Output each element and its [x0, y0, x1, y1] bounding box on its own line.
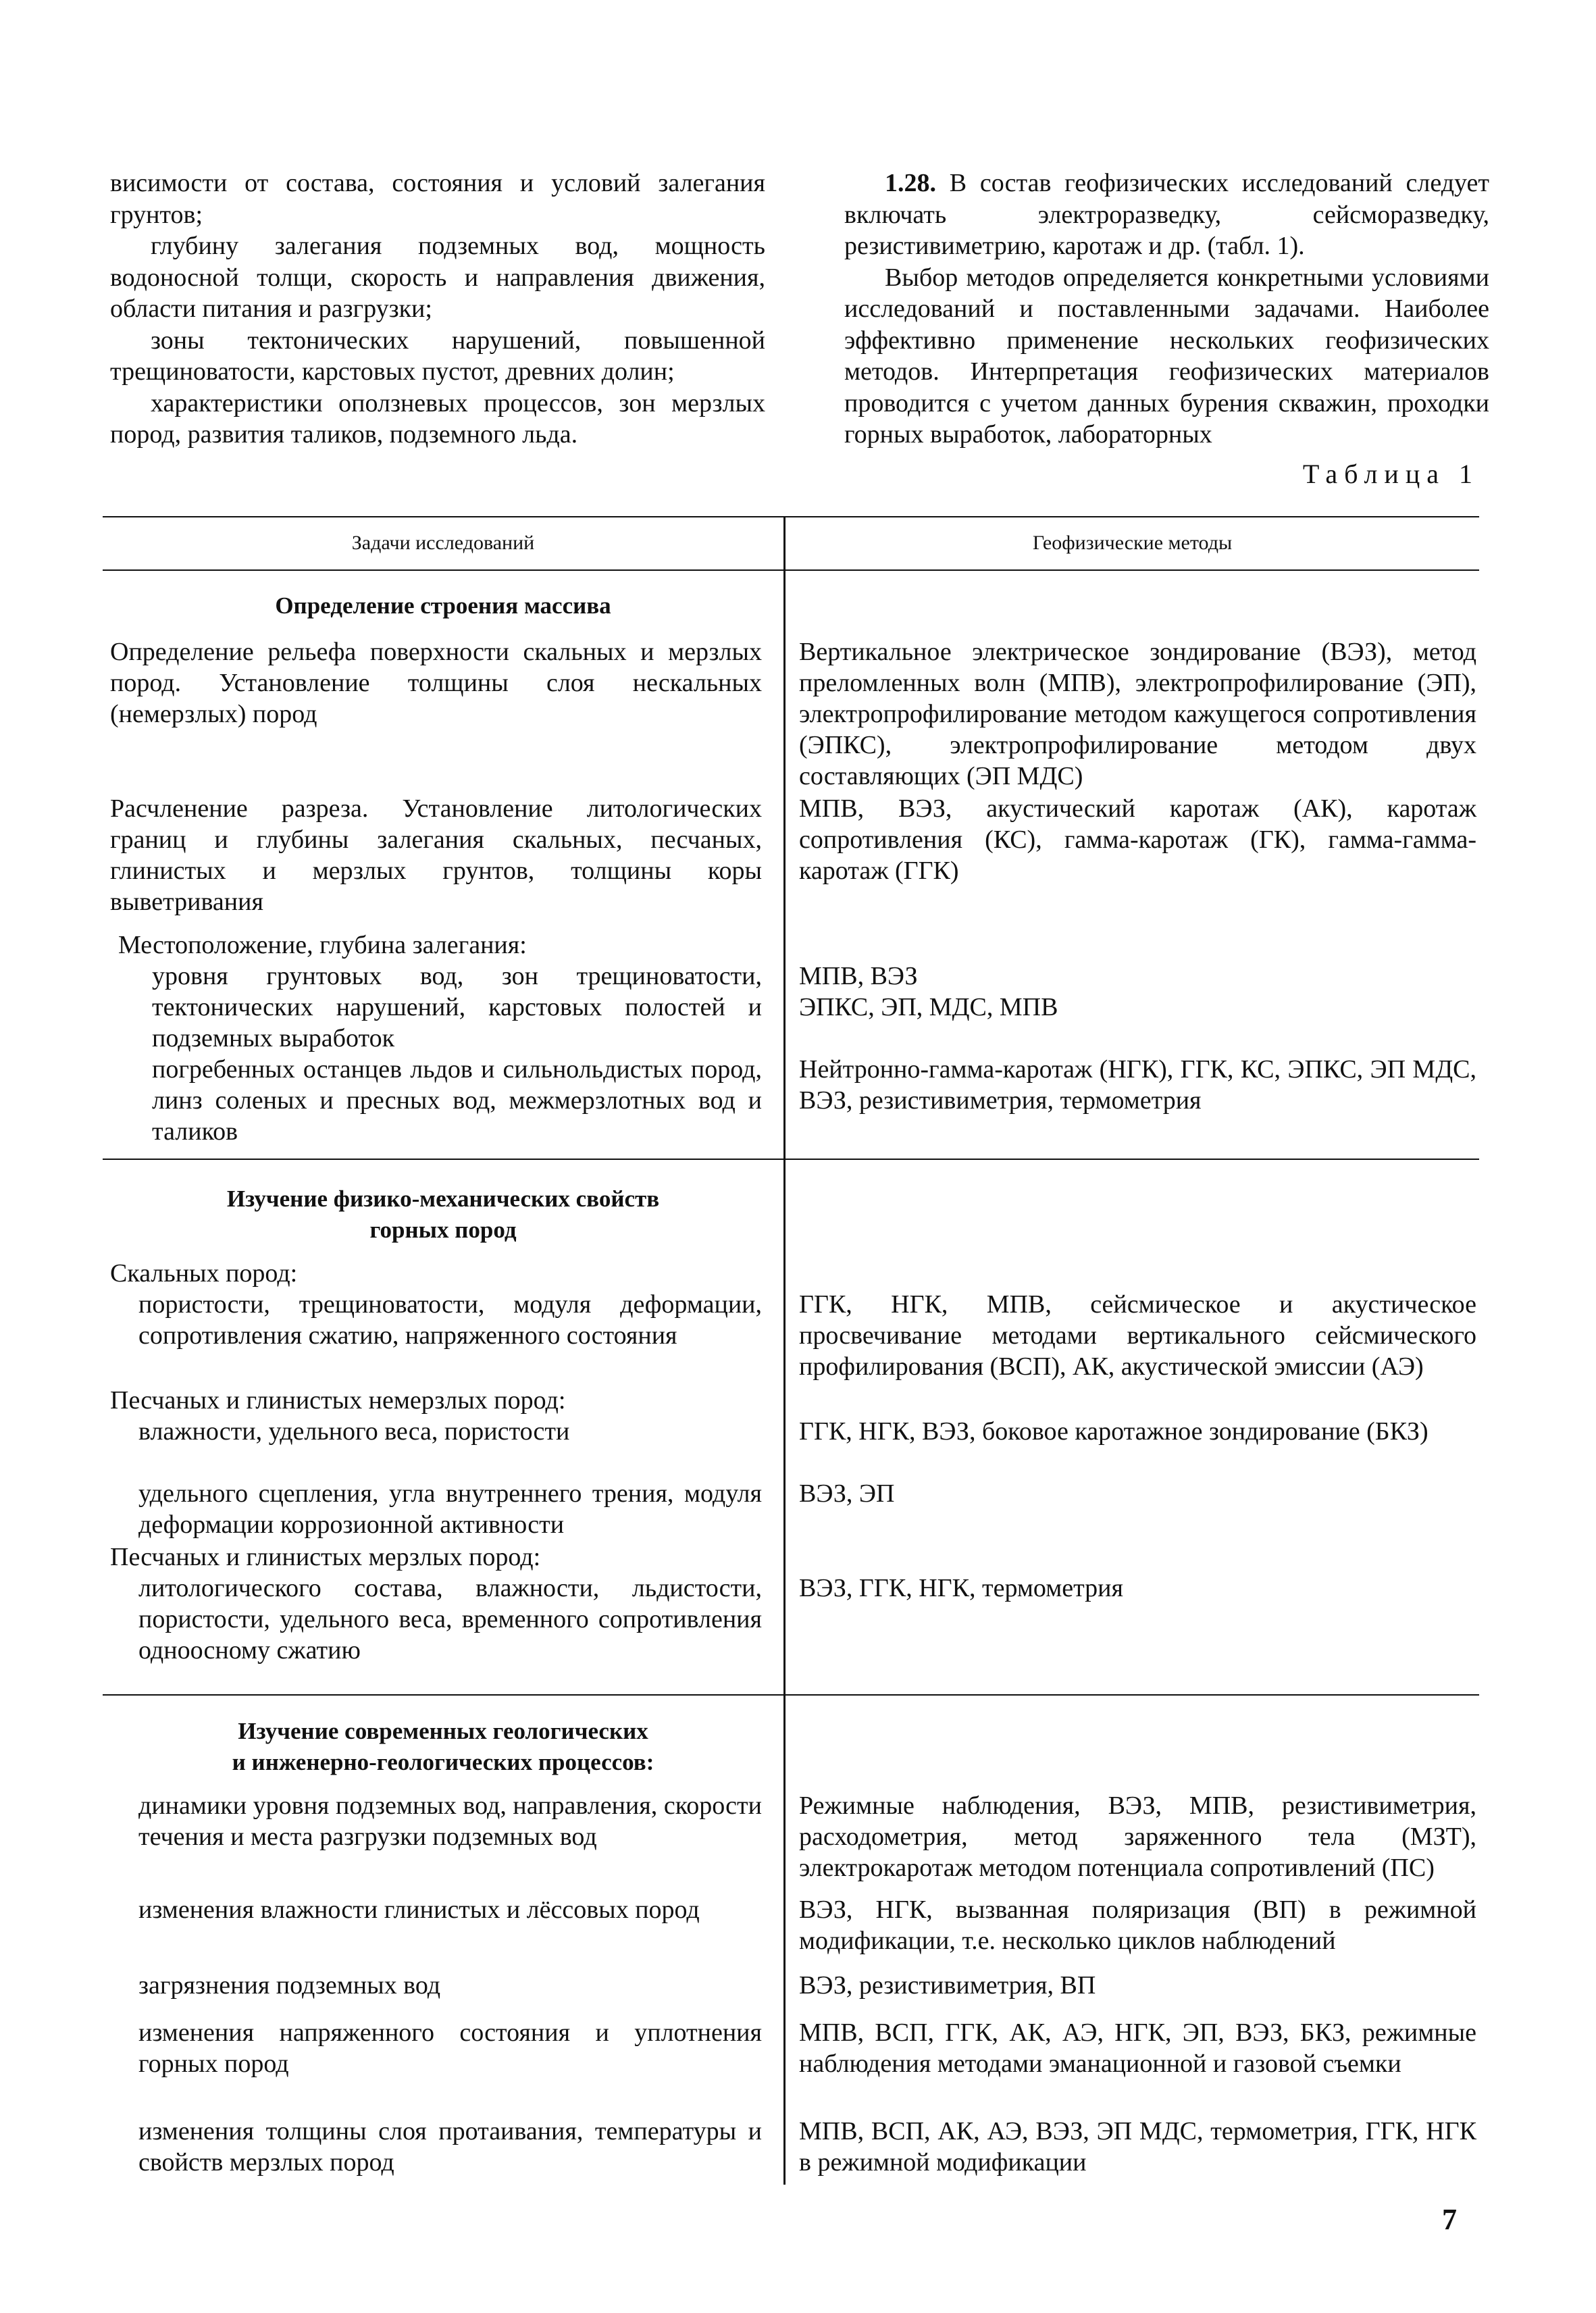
left-paragraph-2: глубину залегания подземных вод, мощность водоносной толщи, скорость и направления движения, области питания и разгрузки; [110, 232, 765, 323]
section-heading-properties-1: Изучение физико-механических свойств [226, 1186, 660, 1212]
section-heading-processes-1: Изучение современных геологических [238, 1718, 648, 1744]
left-paragraph-3: зоны тектонических нарушений, повышенной трещиноватости, карстовых пустот, древних долин; [110, 326, 765, 386]
method-cell-frozen: ВЭЗ, ГГК, НГК, термометрия [799, 1574, 1123, 1602]
method-cell-groundwater-2: ЭПКС, ЭП, МДС, МПВ [799, 993, 1058, 1021]
table-top-rule [103, 516, 1479, 517]
task-cell-rock: пористости, трещиноватости, модуля деформации, сопротивления сжатию, напряженного состояния [138, 1290, 762, 1350]
left-paragraph-4: характеристики оползневых процессов, зон мерзлых пород, развития таликов, подземного льда. [110, 388, 765, 449]
method-cell-humidity: ГГК, НГК, ВЭЗ, боковое каротажное зондирование (БКЗ) [799, 1417, 1428, 1446]
method-cell-relief: Вертикальное электрическое зондирование (ВЭЗ), метод преломленных волн (МПВ), электропрофилирование (ЭП), электропрофилирование методом кажущегося сопротивления (ЭПКС), электропрофилирование методом двух составляющих (ЭП МДС) [799, 638, 1476, 790]
page-number: 7 [1442, 2203, 1457, 2236]
task-subheading-frozen: Песчаных и глинистых мерзлых пород: [110, 1543, 541, 1571]
task-subheading-unfrozen: Песчаных и глинистых немерзлых пород: [110, 1386, 566, 1415]
left-column [110, 168, 765, 451]
clause-number: 1.28. [885, 169, 936, 197]
right-paragraph-1-text: В состав геофизических исследований следует включать электроразведку, сейсморазведку, резистивиметрию, каротаж и др. (табл. 1). [844, 169, 1490, 260]
right-column [844, 168, 1489, 451]
method-cell-thaw-change: МПВ, ВСП, АК, АЭ, ВЭЗ, ЭП МДС, термометрия, ГГК, НГК в режимной модификации [799, 2117, 1476, 2177]
task-cell-stress-change: изменения напряженного состояния и уплотнения горных пород [138, 2018, 762, 2078]
method-cell-moisture-change: ВЭЗ, НГК, вызванная поляризация (ВП) в режимной модификации, т.е. несколько циклов наблюдений [799, 1896, 1476, 1955]
table-header-methods: Геофизические методы [1032, 532, 1233, 554]
task-cell-section: Расчленение разреза. Установление литологических границ и глубины залегания скальных, песчаных, глинистых и мерзлых грунтов, толщины коры выветривания [110, 794, 762, 916]
section-heading-structure: Определение строения массива [275, 592, 611, 619]
task-cell-buried-ice: погребенных останцев льдов и сильнольдистых пород, линз соленых и пресных вод, межмерзлотных вод и таликов [152, 1055, 762, 1146]
table-column-divider [783, 516, 786, 2185]
right-paragraph-1 [844, 168, 1489, 262]
method-cell-pollution: ВЭЗ, резистивиметрия, ВП [799, 1971, 1096, 2000]
task-cell-pollution: загрязнения подземных вод [138, 1971, 441, 2000]
task-cell-relief: Определение рельефа поверхности скальных и мерзлых пород. Установление толщины слоя нескальных (немерзлых) пород [110, 638, 762, 728]
table-label: Таблица 1 [1302, 459, 1479, 489]
task-subheading-location: Местоположение, глубина залегания: [118, 931, 527, 959]
task-cell-thaw-change: изменения толщины слоя протаивания, температуры и свойств мерзлых пород [138, 2117, 762, 2177]
task-cell-water-dynamics: динамики уровня подземных вод, направления, скорости течения и места разгрузки подземных вод [138, 1791, 762, 1851]
section-heading-properties-2: горных пород [369, 1217, 517, 1243]
table-section-rule-1 [103, 1159, 1479, 1160]
method-cell-groundwater-1: МПВ, ВЭЗ [799, 962, 918, 990]
right-paragraph-2: Выбор методов определяется конкретными условиями исследований и поставленными задачами. Наиболее эффективно применение нескольких геофизических методов. Интерпретация геофизических материалов проводится с учетом данных бурения скважин, проходки горных выработок, лабораторных [844, 263, 1489, 449]
section-heading-processes-2: и инженерно-геологических процессов: [232, 1749, 654, 1775]
method-cell-cohesion: ВЭЗ, ЭП [799, 1479, 895, 1508]
task-cell-humidity: влажности, удельного веса, пористости [138, 1417, 570, 1446]
method-cell-section: МПВ, ВЭЗ, акустический каротаж (АК), каротаж сопротивления (КС), гамма-каротаж (ГК), гамма-гамма-каротаж (ГГК) [799, 794, 1476, 885]
table-header-rule [103, 569, 1479, 571]
method-cell-buried-ice: Нейтронно-гамма-каротаж (НГК), ГГК, КС, ЭПКС, ЭП МДС, ВЭЗ, резистивиметрия, термометрия [799, 1055, 1476, 1115]
task-cell-cohesion: удельного сцепления, угла внутреннего трения, модуля деформации коррозионной активности [138, 1479, 762, 1539]
table-header-tasks: Задачи исследований [351, 532, 535, 554]
task-cell-frozen: литологического состава, влажности, льдистости, пористости, удельного веса, временного сопротивления одноосному сжатию [138, 1574, 762, 1664]
left-paragraph-1: висимости от состава, состояния и условий залегания грунтов; [110, 169, 765, 229]
method-cell-rock: ГГК, НГК, МПВ, сейсмическое и акустическое просвечивание методами вертикального сейсмического профилирования (ВСП), АК, акустической эмиссии (АЭ) [799, 1290, 1476, 1381]
task-cell-moisture-change: изменения влажности глинистых и лёссовых пород [138, 1896, 700, 1924]
method-cell-stress-change: МПВ, ВСП, ГГК, АК, АЭ, НГК, ЭП, ВЭЗ, БКЗ, режимные наблюдения методами эманационной и газовой съемки [799, 2018, 1476, 2078]
task-subheading-rock: Скальных пород: [110, 1259, 298, 1288]
method-cell-water-dynamics: Режимные наблюдения, ВЭЗ, МПВ, резистивиметрия, расходометрия, метод заряженного тела (МЗТ), электрокаротаж методом потенциала сопротивлений (ПС) [799, 1791, 1476, 1882]
task-cell-groundwater: уровня грунтовых вод, зон трещиноватости, тектонических нарушений, карстовых полостей и подземных выработок [152, 962, 762, 1052]
table-section-rule-2 [103, 1694, 1479, 1696]
